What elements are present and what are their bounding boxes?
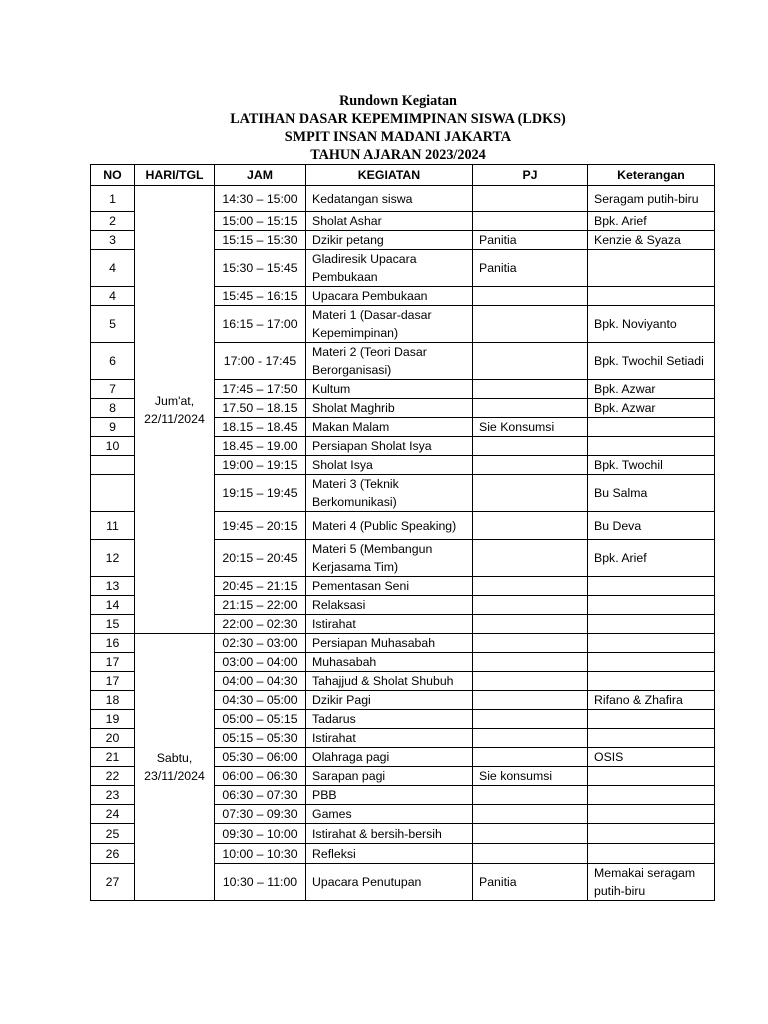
cell-pj bbox=[473, 475, 588, 512]
cell-kegiatan: Refleksi bbox=[306, 844, 473, 864]
rundown-table bbox=[90, 164, 715, 901]
cell-kegiatan: Materi 3 (Teknik Berkomunikasi) bbox=[306, 475, 473, 512]
cell-no: 4 bbox=[91, 287, 135, 306]
header-line-1: Rundown Kegiatan bbox=[339, 93, 457, 109]
cell-keterangan: Bpk. Arief bbox=[588, 212, 715, 231]
cell-no: 6 bbox=[91, 343, 135, 380]
cell-pj: Panitia bbox=[473, 250, 588, 287]
cell-jam: 10:00 – 10:30 bbox=[215, 844, 306, 864]
day-date: 23/11/2024 bbox=[144, 769, 205, 783]
cell-no: 16 bbox=[91, 634, 135, 653]
cell-kegiatan: Pementasan Seni bbox=[306, 577, 473, 596]
cell-keterangan: Memakai seragam putih-biru bbox=[588, 864, 715, 901]
cell-pj bbox=[473, 343, 588, 380]
cell-no: 19 bbox=[91, 710, 135, 729]
document-header bbox=[0, 92, 768, 164]
cell-pj: Sie konsumsi bbox=[473, 767, 588, 786]
column-header-hari-tgl: HARI/TGL bbox=[135, 165, 215, 186]
header-line-3: SMPIT INSAN MADANI JAKARTA bbox=[284, 129, 512, 145]
cell-keterangan bbox=[588, 577, 715, 596]
cell-kegiatan: Persiapan Sholat Isya bbox=[306, 437, 473, 456]
cell-jam: 04:30 – 05:00 bbox=[215, 691, 306, 710]
cell-jam: 06:00 – 06:30 bbox=[215, 767, 306, 786]
cell-no: 17 bbox=[91, 653, 135, 672]
cell-jam: 22:00 – 02:30 bbox=[215, 615, 306, 634]
table-row bbox=[91, 634, 715, 653]
cell-jam: 15:45 – 16:15 bbox=[215, 287, 306, 306]
cell-keterangan: Kenzie & Syaza bbox=[588, 231, 715, 250]
cell-no: 3 bbox=[91, 231, 135, 250]
cell-keterangan bbox=[588, 634, 715, 653]
table-row bbox=[91, 186, 715, 212]
cell-pj: Panitia bbox=[473, 864, 588, 901]
cell-jam: 05:15 – 05:30 bbox=[215, 729, 306, 748]
cell-no: 8 bbox=[91, 399, 135, 418]
cell-kegiatan: Sholat Isya bbox=[306, 456, 473, 475]
cell-kegiatan: PBB bbox=[306, 786, 473, 805]
cell-pj bbox=[473, 824, 588, 844]
cell-jam: 18.15 – 18.45 bbox=[215, 418, 306, 437]
cell-keterangan bbox=[588, 250, 715, 287]
cell-kegiatan: Dzikir Pagi bbox=[306, 691, 473, 710]
cell-keterangan bbox=[588, 710, 715, 729]
cell-no: 2 bbox=[91, 212, 135, 231]
cell-pj bbox=[473, 748, 588, 767]
cell-jam: 21:15 – 22:00 bbox=[215, 596, 306, 615]
cell-kegiatan: Istirahat & bersih-bersih bbox=[306, 824, 473, 844]
cell-kegiatan: Tadarus bbox=[306, 710, 473, 729]
cell-no: 24 bbox=[91, 805, 135, 824]
cell-kegiatan: Muhasabah bbox=[306, 653, 473, 672]
cell-pj: Sie Konsumsi bbox=[473, 418, 588, 437]
cell-jam: 19:15 – 19:45 bbox=[215, 475, 306, 512]
cell-jam: 14:30 – 15:00 bbox=[215, 186, 306, 212]
column-header-no: NO bbox=[91, 165, 135, 186]
cell-jam: 20:15 – 20:45 bbox=[215, 540, 306, 577]
cell-keterangan bbox=[588, 287, 715, 306]
cell-kegiatan: Persiapan Muhasabah bbox=[306, 634, 473, 653]
cell-pj bbox=[473, 615, 588, 634]
cell-jam: 15:30 – 15:45 bbox=[215, 250, 306, 287]
day-name: Sabtu, bbox=[156, 751, 193, 765]
cell-kegiatan: Makan Malam bbox=[306, 418, 473, 437]
cell-pj bbox=[473, 399, 588, 418]
cell-keterangan: Bpk. Twochil bbox=[588, 456, 715, 475]
cell-pj bbox=[473, 380, 588, 399]
cell-hari-tgl bbox=[135, 186, 215, 634]
cell-keterangan: Bpk. Twochil Setiadi bbox=[588, 343, 715, 380]
cell-jam: 17:45 – 17:50 bbox=[215, 380, 306, 399]
cell-jam: 04:00 – 04:30 bbox=[215, 672, 306, 691]
cell-jam: 02:30 – 03:00 bbox=[215, 634, 306, 653]
column-header-kegiatan: KEGIATAN bbox=[306, 165, 473, 186]
column-header-keterangan: Keterangan bbox=[588, 165, 715, 186]
cell-jam: 10:30 – 11:00 bbox=[215, 864, 306, 901]
cell-jam: 17:00 - 17:45 bbox=[215, 343, 306, 380]
cell-keterangan bbox=[588, 805, 715, 824]
cell-keterangan bbox=[588, 824, 715, 844]
cell-jam: 05:30 – 06:00 bbox=[215, 748, 306, 767]
cell-kegiatan: Sholat Ashar bbox=[306, 212, 473, 231]
cell-pj bbox=[473, 306, 588, 343]
cell-no bbox=[91, 456, 135, 475]
cell-keterangan bbox=[588, 596, 715, 615]
cell-keterangan: OSIS bbox=[588, 748, 715, 767]
cell-no bbox=[91, 475, 135, 512]
cell-no: 27 bbox=[91, 864, 135, 901]
cell-keterangan: Bu Salma bbox=[588, 475, 715, 512]
cell-jam: 05:00 – 05:15 bbox=[215, 710, 306, 729]
cell-kegiatan: Tahajjud & Sholat Shubuh bbox=[306, 672, 473, 691]
cell-kegiatan: Upacara Pembukaan bbox=[306, 287, 473, 306]
cell-jam: 19:00 – 19:15 bbox=[215, 456, 306, 475]
cell-no: 26 bbox=[91, 844, 135, 864]
table-header-row bbox=[91, 165, 715, 186]
cell-keterangan: Bu Deva bbox=[588, 512, 715, 540]
cell-pj bbox=[473, 844, 588, 864]
cell-pj bbox=[473, 577, 588, 596]
cell-pj bbox=[473, 729, 588, 748]
header-line-4: TAHUN AJARAN 2023/2024 bbox=[310, 147, 486, 163]
cell-pj bbox=[473, 805, 588, 824]
cell-pj bbox=[473, 596, 588, 615]
cell-pj bbox=[473, 287, 588, 306]
cell-no: 18 bbox=[91, 691, 135, 710]
cell-kegiatan: Materi 2 (Teori Dasar Berorganisasi) bbox=[306, 343, 473, 380]
cell-keterangan: Bpk. Azwar bbox=[588, 399, 715, 418]
cell-no: 17 bbox=[91, 672, 135, 691]
cell-keterangan bbox=[588, 844, 715, 864]
day-name: Jum'at, bbox=[154, 393, 195, 408]
cell-no: 13 bbox=[91, 577, 135, 596]
cell-keterangan: Bpk. Arief bbox=[588, 540, 715, 577]
cell-no: 22 bbox=[91, 767, 135, 786]
cell-pj bbox=[473, 786, 588, 805]
cell-jam: 18.45 – 19.00 bbox=[215, 437, 306, 456]
cell-no: 9 bbox=[91, 418, 135, 437]
cell-keterangan bbox=[588, 653, 715, 672]
cell-no: 11 bbox=[91, 512, 135, 540]
cell-kegiatan: Games bbox=[306, 805, 473, 824]
cell-pj bbox=[473, 437, 588, 456]
cell-kegiatan: Istirahat bbox=[306, 615, 473, 634]
cell-pj bbox=[473, 634, 588, 653]
cell-no: 5 bbox=[91, 306, 135, 343]
cell-jam: 06:30 – 07:30 bbox=[215, 786, 306, 805]
cell-no: 23 bbox=[91, 786, 135, 805]
cell-kegiatan: Olahraga pagi bbox=[306, 748, 473, 767]
cell-kegiatan: Kedatangan siswa bbox=[306, 186, 473, 212]
cell-hari-tgl bbox=[135, 634, 215, 901]
cell-jam: 20:45 – 21:15 bbox=[215, 577, 306, 596]
cell-kegiatan: Upacara Penutupan bbox=[306, 864, 473, 901]
cell-pj bbox=[473, 512, 588, 540]
cell-keterangan bbox=[588, 786, 715, 805]
table-body bbox=[91, 186, 715, 901]
cell-keterangan bbox=[588, 672, 715, 691]
cell-no: 10 bbox=[91, 437, 135, 456]
header-line-2: LATIHAN DASAR KEPEMIMPINAN SISWA (LDKS) bbox=[230, 111, 566, 127]
cell-pj bbox=[473, 186, 588, 212]
cell-kegiatan: Dzikir petang bbox=[306, 231, 473, 250]
cell-no: 14 bbox=[91, 596, 135, 615]
cell-no: 12 bbox=[91, 540, 135, 577]
table-header bbox=[91, 165, 715, 186]
cell-keterangan bbox=[588, 615, 715, 634]
cell-jam: 07:30 – 09:30 bbox=[215, 805, 306, 824]
cell-jam: 03:00 – 04:00 bbox=[215, 653, 306, 672]
cell-pj bbox=[473, 456, 588, 475]
cell-no: 20 bbox=[91, 729, 135, 748]
day-date: 22/11/2024 bbox=[144, 411, 205, 426]
cell-jam: 16:15 – 17:00 bbox=[215, 306, 306, 343]
column-header-jam: JAM bbox=[215, 165, 306, 186]
cell-keterangan: Bpk. Azwar bbox=[588, 380, 715, 399]
cell-pj bbox=[473, 672, 588, 691]
cell-pj bbox=[473, 653, 588, 672]
cell-keterangan: Bpk. Noviyanto bbox=[588, 306, 715, 343]
cell-no: 1 bbox=[91, 186, 135, 212]
cell-jam: 09:30 – 10:00 bbox=[215, 824, 306, 844]
cell-kegiatan: Materi 5 (Membangun Kerjasama Tim) bbox=[306, 540, 473, 577]
cell-keterangan bbox=[588, 418, 715, 437]
cell-jam: 15:15 – 15:30 bbox=[215, 231, 306, 250]
cell-no: 7 bbox=[91, 380, 135, 399]
cell-kegiatan: Sholat Maghrib bbox=[306, 399, 473, 418]
cell-jam: 19:45 – 20:15 bbox=[215, 512, 306, 540]
cell-keterangan: Rifano & Zhafira bbox=[588, 691, 715, 710]
cell-pj bbox=[473, 212, 588, 231]
cell-keterangan bbox=[588, 437, 715, 456]
cell-keterangan: Seragam putih-biru bbox=[588, 186, 715, 212]
cell-no: 21 bbox=[91, 748, 135, 767]
cell-kegiatan: Istirahat bbox=[306, 729, 473, 748]
cell-kegiatan: Sarapan pagi bbox=[306, 767, 473, 786]
cell-keterangan bbox=[588, 729, 715, 748]
cell-pj bbox=[473, 540, 588, 577]
cell-jam: 17.50 – 18.15 bbox=[215, 399, 306, 418]
cell-pj: Panitia bbox=[473, 231, 588, 250]
cell-kegiatan: Kultum bbox=[306, 380, 473, 399]
cell-no: 25 bbox=[91, 824, 135, 844]
column-header-pj: PJ bbox=[473, 165, 588, 186]
cell-keterangan bbox=[588, 767, 715, 786]
cell-pj bbox=[473, 710, 588, 729]
cell-no: 15 bbox=[91, 615, 135, 634]
cell-kegiatan: Gladiresik Upacara Pembukaan bbox=[306, 250, 473, 287]
cell-pj bbox=[473, 691, 588, 710]
cell-no: 4 bbox=[91, 250, 135, 287]
cell-kegiatan: Materi 4 (Public Speaking) bbox=[306, 512, 473, 540]
cell-kegiatan: Relaksasi bbox=[306, 596, 473, 615]
cell-jam: 15:00 – 15:15 bbox=[215, 212, 306, 231]
cell-kegiatan: Materi 1 (Dasar-dasar Kepemimpinan) bbox=[306, 306, 473, 343]
